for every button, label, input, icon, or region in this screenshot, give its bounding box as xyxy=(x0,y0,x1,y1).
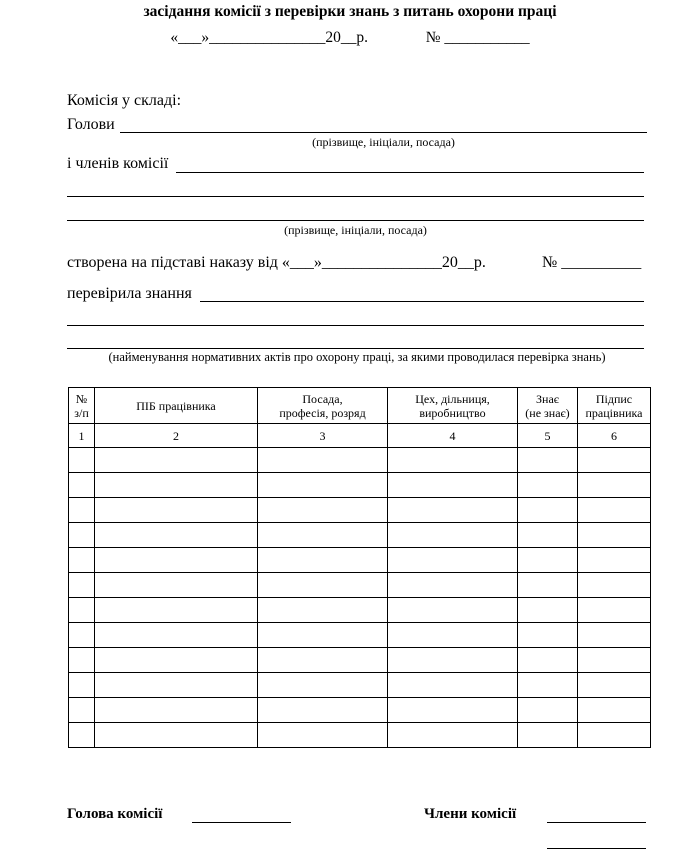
table-cell xyxy=(518,623,578,648)
table-cell xyxy=(578,473,651,498)
col-header-number: № з/п xyxy=(69,388,95,424)
table-cell xyxy=(578,623,651,648)
table-cell xyxy=(518,723,578,748)
footer-members-label: Члени комісії xyxy=(424,806,517,822)
table-cell xyxy=(518,498,578,523)
table-cell xyxy=(258,498,388,523)
basis-label: створена на підставі наказу від «___»_______________20__р. xyxy=(67,254,486,271)
table-cell xyxy=(69,673,95,698)
table-cell xyxy=(258,598,388,623)
head-hint: (прізвище, ініціали, посада) xyxy=(312,135,455,149)
members-label: і членів комісії xyxy=(67,155,169,172)
table-cell xyxy=(388,623,518,648)
date-number-line xyxy=(0,29,700,47)
members-line-2 xyxy=(67,196,644,197)
table-cell xyxy=(258,648,388,673)
table-cell xyxy=(518,548,578,573)
basis-number: № __________ xyxy=(542,254,642,271)
table-row xyxy=(69,548,651,573)
table-cell xyxy=(69,623,95,648)
table-cell xyxy=(518,698,578,723)
table-cell xyxy=(578,723,651,748)
members-line-3 xyxy=(67,220,644,221)
table-cell xyxy=(69,473,95,498)
table-cell xyxy=(69,573,95,598)
table-cell xyxy=(95,498,258,523)
table-cell xyxy=(578,598,651,623)
col-header-position: Посада, професія, розряд xyxy=(258,388,388,424)
table-cell xyxy=(258,523,388,548)
table-cell xyxy=(578,573,651,598)
table-cell xyxy=(578,548,651,573)
table-cell xyxy=(258,723,388,748)
table-cell xyxy=(258,473,388,498)
table-cell xyxy=(518,523,578,548)
acts-line-1 xyxy=(200,301,644,302)
table-cell xyxy=(95,548,258,573)
table-cell xyxy=(95,573,258,598)
head-label: Голови xyxy=(67,116,115,133)
table-cell xyxy=(578,698,651,723)
column-number: 6 xyxy=(578,424,651,448)
table-cell xyxy=(518,598,578,623)
column-number: 3 xyxy=(258,424,388,448)
table-cell xyxy=(69,648,95,673)
table-row xyxy=(69,523,651,548)
table-cell xyxy=(388,673,518,698)
head-signature-line xyxy=(192,822,291,823)
table-row xyxy=(69,448,651,473)
table-cell xyxy=(95,673,258,698)
table-cell xyxy=(95,723,258,748)
table-cell xyxy=(518,473,578,498)
table-cell xyxy=(69,523,95,548)
col-header-signature: Підпис працівника xyxy=(578,388,651,424)
table-row xyxy=(69,698,651,723)
table-cell xyxy=(518,573,578,598)
col-header-department: Цех, дільниця, виробництво xyxy=(388,388,518,424)
table-cell xyxy=(69,598,95,623)
table-cell xyxy=(388,648,518,673)
table-cell xyxy=(69,448,95,473)
column-numbers-row xyxy=(69,424,651,448)
column-number: 1 xyxy=(69,424,95,448)
table-cell xyxy=(258,573,388,598)
table-cell xyxy=(518,448,578,473)
member-signature-line-1 xyxy=(547,822,646,823)
table-cell xyxy=(388,498,518,523)
table-cell xyxy=(578,648,651,673)
table-cell xyxy=(518,648,578,673)
table-cell xyxy=(69,498,95,523)
members-line-1 xyxy=(176,172,644,173)
table-cell xyxy=(95,523,258,548)
composition-label: Комісія у складі: xyxy=(67,92,182,109)
table-cell xyxy=(578,523,651,548)
checked-label: перевірила знання xyxy=(67,285,192,302)
head-name-line xyxy=(120,132,647,133)
column-number: 4 xyxy=(388,424,518,448)
col-header-knows: Знає (не знає) xyxy=(518,388,578,424)
table-cell xyxy=(258,548,388,573)
table-row xyxy=(69,598,651,623)
table-row xyxy=(69,498,651,523)
column-number: 5 xyxy=(518,424,578,448)
table-cell xyxy=(388,723,518,748)
table-cell xyxy=(95,698,258,723)
acts-line-2 xyxy=(67,325,644,326)
acts-line-3 xyxy=(67,348,644,349)
table-cell xyxy=(258,623,388,648)
table-cell xyxy=(388,448,518,473)
table-cell xyxy=(258,673,388,698)
table-row xyxy=(69,648,651,673)
protocol-table xyxy=(68,387,651,748)
table-cell xyxy=(578,673,651,698)
document-title: засідання комісії з перевірки знань з питань охорони праці xyxy=(143,3,557,20)
table-cell xyxy=(69,548,95,573)
table-row xyxy=(69,623,651,648)
table-cell xyxy=(388,548,518,573)
col-header-name: ПІБ працівника xyxy=(95,388,258,424)
acts-hint: (найменування нормативних актів про охорону праці, за якими проводилася перевірка знань) xyxy=(108,350,606,364)
table-cell xyxy=(518,673,578,698)
table-cell xyxy=(388,698,518,723)
table-cell xyxy=(388,523,518,548)
table-cell xyxy=(388,573,518,598)
table-cell xyxy=(69,698,95,723)
table-cell xyxy=(95,448,258,473)
table-cell xyxy=(95,648,258,673)
table-cell xyxy=(388,598,518,623)
table-row xyxy=(69,473,651,498)
table-cell xyxy=(388,473,518,498)
table-cell xyxy=(95,623,258,648)
table-cell xyxy=(578,448,651,473)
table-row xyxy=(69,573,651,598)
member-signature-line-2 xyxy=(547,848,646,849)
footer-head-label: Голова комісії xyxy=(67,806,163,822)
members-hint: (прізвище, ініціали, посада) xyxy=(284,223,427,237)
table-row xyxy=(69,673,651,698)
date-field: «___»_______________20__р. xyxy=(170,29,368,46)
column-number: 2 xyxy=(95,424,258,448)
table-cell xyxy=(578,498,651,523)
table-cell xyxy=(258,698,388,723)
table-row xyxy=(69,723,651,748)
table-cell xyxy=(95,598,258,623)
number-field: № ___________ xyxy=(425,29,530,46)
table-header-row xyxy=(69,388,651,424)
table-cell xyxy=(95,473,258,498)
table-cell xyxy=(258,448,388,473)
table-cell xyxy=(69,723,95,748)
